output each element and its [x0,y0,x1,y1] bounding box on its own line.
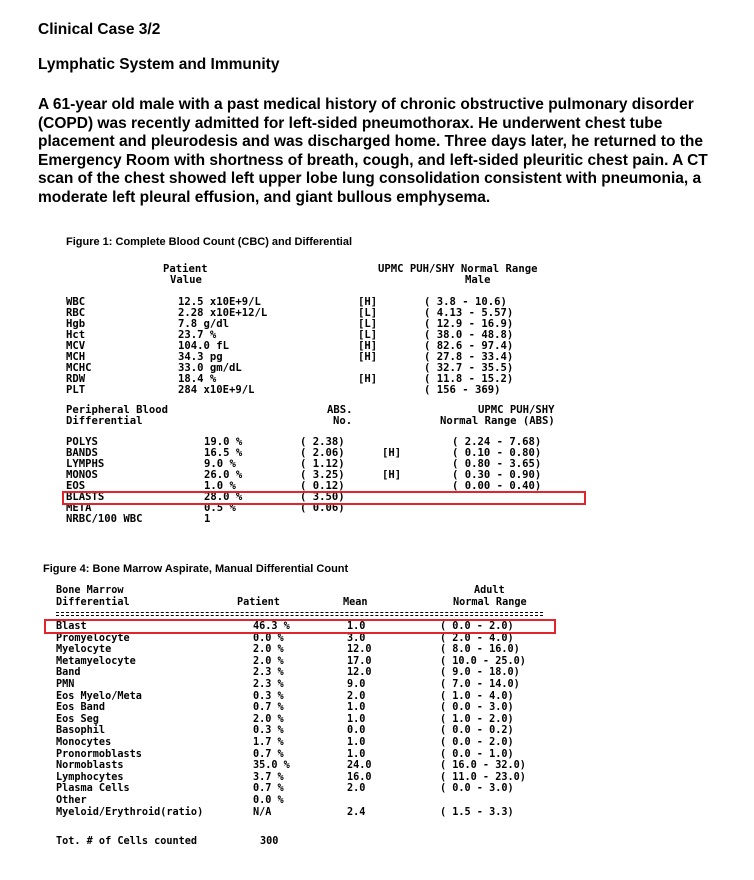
bm-cell-mean: 1.0 [347,748,366,760]
diff-cell-percent: 1 [204,513,211,525]
diff-cell-flag: [H] [382,447,402,459]
cbc-names-column [66,297,92,396]
bm-cell-range: ( 16.0 - 32.0) [440,760,526,772]
cbc-test-name: RBC [66,307,86,319]
diff-cell-range: ( 0.10 - 0.80) [452,447,542,459]
diff-cell-percent: 1.0 % [204,480,236,492]
bm-cell-range: ( 11.0 - 23.0) [440,771,526,783]
cbc-test-value: 34.3 pg [178,351,223,363]
bm-cell-mean: 16.0 [347,771,372,783]
bm-mean-column [347,621,372,818]
bm-cell-patient: 2.0 % [253,655,284,667]
bm-cell-name: Plasma Cells [56,783,130,795]
cbc-test-range: ( 38.0 - 48.8) [424,329,514,341]
bm-cell-name: PMN [56,678,75,690]
bm-cell-patient: 0.0 % [253,632,284,644]
bm-cell-range: ( 2.0 - 4.0) [440,632,514,644]
bm-cell-mean: 0.0 [347,725,366,737]
cbc-test-name: WBC [66,296,86,308]
diff-cell-absolute: ( 3.50) [300,491,345,503]
diff-ranges-column [452,437,541,525]
diff-cell-range: ( 0.00 - 0.40) [452,480,542,492]
blasts-highlight-box [62,491,586,505]
bm-cell-patient: 0.3 % [253,690,284,702]
bm-cell-range: ( 7.0 - 14.0) [440,678,520,690]
cbc-test-flag: [H] [358,296,378,308]
diff-cell-absolute: ( 0.12) [300,480,345,492]
diff-cell-absolute: ( 2.06) [300,447,345,459]
cbc-test-name: RDW [66,373,86,385]
bm-cell-name: Myeloid/Erythroid(ratio) [56,806,204,818]
bm-cell-mean: 9.0 [347,678,366,690]
bm-cell-patient: 0.7 % [253,783,284,795]
diff-cell-name: MONOS [66,469,98,481]
case-description: A 61-year old male with a past medical history of chronic obstructive pulmonary disorder (COPD) was recently admitted for left-sided pneumothorax. He underwent chest tube placement and pleurodesis and was discharged home. Three days later, he returned to the Emergency Room with shortness of breath, cough, and left-sided pleuritic chest pain. A CT scan of the chest showed left upper lobe lung consolidation consistent with pneumonia, a moderate left pleural effusion, and giant bullous emphysema. [38,96,708,206]
bm-cell-patient: 0.7 % [253,702,284,714]
diff-cell-absolute: ( 2.38) [300,436,345,448]
cbc-test-range: ( 4.13 - 5.57) [424,307,514,319]
diff-cell-name: NRBC/100 WBC [66,513,143,525]
diff-cell-name: BLASTS [66,491,105,503]
cbc-test-range: ( 12.9 - 16.9) [424,318,514,330]
bm-cell-range: ( 0.0 - 0.2) [440,725,514,737]
bm-cell-patient: 0.0 % [253,794,284,806]
diff-cell-absolute: ( 1.12) [300,458,345,470]
fig4-header-line2: Differential [56,597,130,608]
bm-cell-range: ( 0.0 - 3.0) [440,783,514,795]
bm-cell-patient: 1.7 % [253,736,284,748]
cbc-test-range: ( 82.6 - 97.4) [424,340,514,352]
cbc-test-name: MCH [66,351,86,363]
cbc-test-value: 104.0 fL [178,340,230,352]
bm-cell-name: Other [56,794,87,806]
cbc-test-name: Hct [66,329,86,341]
bm-cell-mean: 24.0 [347,760,372,772]
cbc-test-flag: [H] [358,351,378,363]
cbc-test-value: 2.28 x10E+12/L [178,307,268,319]
diff-names-column [66,437,143,525]
diff-cell-absolute [300,514,345,525]
bm-cell-range: ( 10.0 - 25.0) [440,655,526,667]
bm-cell-name: Pronormoblasts [56,748,142,760]
bm-cell-range: ( 1.5 - 3.3) [440,806,514,818]
bm-cell-range: ( 1.0 - 4.0) [440,690,514,702]
cbc-test-range: ( 3.8 - 10.6) [424,296,507,308]
cbc-test-value: 23.7 % [178,329,217,341]
fig1-header-male: Male [465,274,491,286]
diff-cell-range [452,514,541,525]
case-title: Clinical Case 3/2 [38,21,161,38]
fig4-header-adult: Adult [474,585,505,596]
diff-cell-percent: 26.0 % [204,469,243,481]
diff-cell-absolute: ( 3.25) [300,469,345,481]
cbc-test-name: MCHC [66,362,92,374]
bm-cell-mean: 2.0 [347,690,366,702]
fig4-header-range: Normal Range [453,597,527,608]
cbc-ranges-column [424,297,513,396]
bm-cell-name: Monocytes [56,736,112,748]
diff-cell-percent: 9.0 % [204,458,236,470]
figure4-caption: Figure 4: Bone Marrow Aspirate, Manual Differential Count [43,563,349,575]
bm-cell-range: ( 0.0 - 1.0) [440,748,514,760]
bm-cell-mean: 1.0 [347,713,366,725]
bm-cell-patient: 3.7 % [253,771,284,783]
ref-header-line2: Normal Range (ABS) [440,415,555,427]
bm-cell-patient: 0.3 % [253,725,284,737]
bm-cell-mean: 12.0 [347,667,372,679]
diff-abs-column [300,437,345,525]
diff-cell-name: LYMPHS [66,458,105,470]
bm-cell-name: Eos Myelo/Meta [56,690,142,702]
bm-cell-range: ( 8.0 - 16.0) [440,644,520,656]
fig4-header-patient: Patient [237,597,280,608]
bm-cell-range: ( 0.0 - 2.0) [440,621,514,632]
bm-cell-mean: 3.0 [347,632,366,644]
total-cells-label: Tot. # of Cells counted [56,836,198,847]
bm-cell-patient: 2.3 % [253,678,284,690]
bm-cell-name: Promyelocyte [56,632,130,644]
cbc-test-value: 7.8 g/dl [178,318,230,330]
cbc-test-range: ( 27.8 - 33.4) [424,351,514,363]
bm-cell-patient: 2.3 % [253,667,284,679]
diff-cell-name: META [66,502,92,514]
diff-header-line1: Peripheral Blood [66,404,169,416]
bm-cell-name: Eos Band [56,702,106,714]
bm-cell-patient: 0.7 % [253,748,284,760]
bm-cell-range [440,795,526,807]
bm-cell-name: Basophil [56,725,106,737]
bm-cell-range: ( 0.0 - 3.0) [440,702,514,714]
fig4-header-line1: Bone Marrow [56,585,124,596]
blast-highlight-box [44,619,556,634]
total-cells-value: 300 [260,836,279,847]
diff-cell-range: ( 0.30 - 0.90) [452,469,542,481]
cbc-test-flag [358,385,377,396]
diff-cell-percent: 28.0 % [204,491,243,503]
bm-cell-mean: 1.0 [347,702,366,714]
bm-cell-mean: 12.0 [347,644,372,656]
cbc-test-range: ( 156 - 369) [424,384,501,396]
diff-cell-range: ( 2.24 - 7.68) [452,436,542,448]
cbc-test-name: MCV [66,340,86,352]
bm-cell-mean [347,795,372,807]
bm-cell-name: Myelocyte [56,644,112,656]
bm-cell-patient: 35.0 % [253,760,290,772]
bm-cell-range: ( 9.0 - 18.0) [440,667,520,679]
cbc-test-value: 12.5 x10E+9/L [178,296,261,308]
bm-cell-patient: N/A [253,806,272,818]
diff-cell-flag: [H] [382,469,402,481]
bm-cell-patient: 2.0 % [253,644,284,656]
cbc-test-flag: [L] [358,329,378,341]
bm-cell-mean: 1.0 [347,736,366,748]
diff-cell-name: BANDS [66,447,98,459]
figure1-caption: Figure 1: Complete Blood Count (CBC) and Differential [66,236,352,248]
diff-flags-column [382,437,401,525]
diff-cell-flag [382,514,401,525]
bm-cell-range: ( 0.0 - 2.0) [440,736,514,748]
cbc-test-range: ( 11.8 - 15.2) [424,373,514,385]
diff-cell-range: ( 0.80 - 3.65) [452,458,542,470]
cbc-test-range: ( 32.7 - 35.5) [424,362,514,374]
abs-header-line1: ABS. [327,404,353,416]
bm-cell-mean: 17.0 [347,655,372,667]
cbc-test-flag: [L] [358,307,378,319]
ref-header-line1: UPMC PUH/SHY [478,404,555,416]
bm-range-column [440,621,526,818]
bm-names-column [56,621,203,818]
cbc-test-flag: [L] [358,318,378,330]
cbc-test-value: 18.4 % [178,373,217,385]
diff-header-line2: Differential [66,415,143,427]
abs-header-line2: No. [333,415,353,427]
diff-cell-percent: 16.5 % [204,447,243,459]
fig1-header-patient: Patient [163,263,208,275]
diff-cell-name: POLYS [66,436,98,448]
bm-cell-range: ( 1.0 - 2.0) [440,713,514,725]
fig4-header-mean: Mean [343,597,368,608]
cbc-test-name: Hgb [66,318,86,330]
bm-cell-patient: 2.0 % [253,713,284,725]
diff-cell-percent: 0.5 % [204,502,236,514]
bm-cell-name: Blast [56,621,87,632]
cbc-values-column [178,297,267,396]
bm-patient-column [253,621,290,818]
bm-cell-name: Normoblasts [56,760,124,772]
cbc-test-value: 33.0 gm/dL [178,362,242,374]
diff-cell-percent: 19.0 % [204,436,243,448]
fig1-header-range: UPMC PUH/SHY Normal Range [378,263,538,275]
bm-cell-name: Metamyelocyte [56,655,136,667]
bm-cell-mean: 2.0 [347,783,366,795]
bm-cell-name: Eos Seg [56,713,99,725]
bm-cell-name: Lymphocytes [56,771,124,783]
diff-cell-absolute: ( 0.06) [300,502,345,514]
bm-cell-patient: 46.3 % [253,621,290,632]
bm-cell-name: Band [56,667,81,679]
cbc-test-value: 284 x10E+9/L [178,384,255,396]
cbc-test-flag: [H] [358,373,378,385]
diff-pct-column [204,437,242,525]
cbc-test-flag: [H] [358,340,378,352]
cbc-flags-column [358,297,377,396]
bm-cell-mean: 1.0 [347,621,366,632]
fig4-divider [56,612,543,616]
cbc-test-name: PLT [66,384,86,396]
bm-cell-mean: 2.4 [347,806,366,818]
diff-cell-name: EOS [66,480,86,492]
fig1-header-value: Value [170,274,202,286]
case-subtitle: Lymphatic System and Immunity [38,56,280,73]
